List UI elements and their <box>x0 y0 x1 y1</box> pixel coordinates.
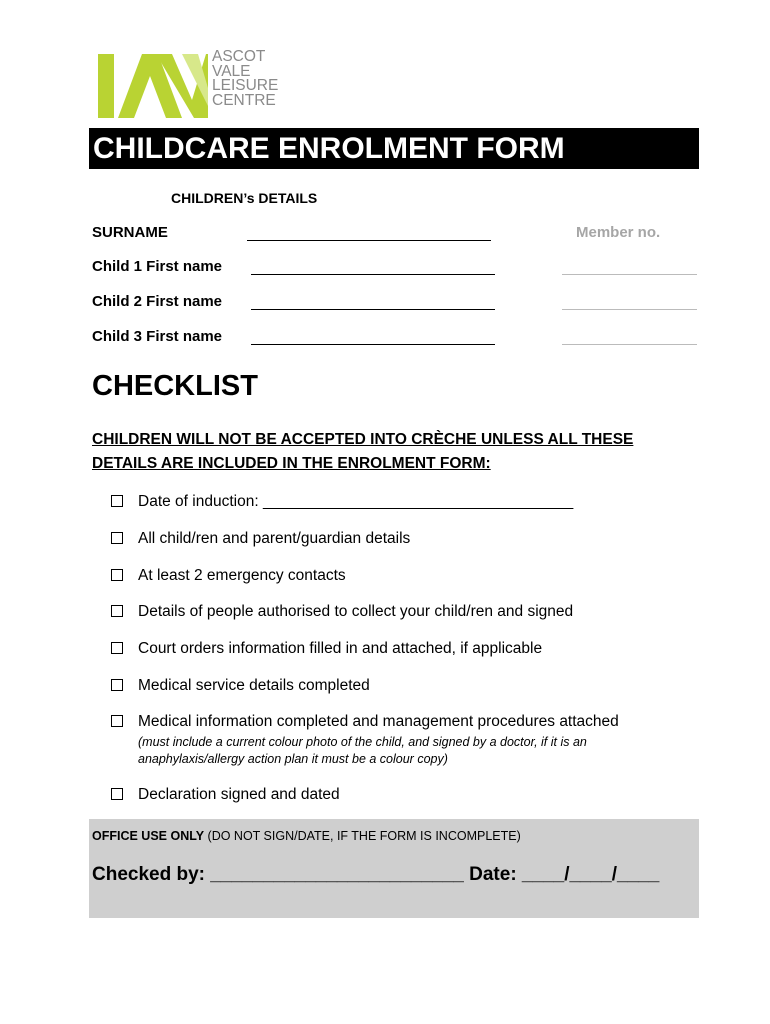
item-medical-service: Medical service details completed <box>138 677 370 694</box>
item-court-orders: Court orders information filled in and attached, if applicable <box>138 640 543 657</box>
child3-label: Child 3 First name <box>92 328 223 345</box>
child2-label: Child 2 First name <box>92 293 223 310</box>
checkbox-declaration[interactable] <box>111 788 123 800</box>
surname-field[interactable] <box>247 240 491 241</box>
item-medical-info: Medical information completed and management procedures attached <box>138 713 619 730</box>
item-parent-details: All child/ren and parent/guardian details <box>138 530 411 547</box>
child2-member-field[interactable] <box>562 309 697 310</box>
item-emergency-contacts: At least 2 emergency contacts <box>138 567 346 584</box>
checkbox-emergency-contacts[interactable] <box>111 569 123 581</box>
item-induction: Date of induction: ____________________________________ <box>138 493 574 510</box>
child2-name-field[interactable] <box>251 309 495 310</box>
child3-name-field[interactable] <box>251 344 495 345</box>
item-declaration: Declaration signed and dated <box>138 786 340 803</box>
member-no-label: Member no. <box>576 224 661 241</box>
checkbox-medical-service[interactable] <box>111 679 123 691</box>
checkbox-induction[interactable] <box>111 495 123 507</box>
surname-label: SURNAME <box>92 224 168 241</box>
checked-by-line: Checked by: ________________________ Date: ____/____/____ <box>92 864 660 885</box>
child1-member-field[interactable] <box>562 274 697 275</box>
checkbox-court-orders[interactable] <box>111 642 123 654</box>
item-authorised-people: Details of people authorised to collect your child/ren and signed <box>138 603 574 620</box>
child1-label: Child 1 First name <box>92 258 223 275</box>
office-use-label: OFFICE USE ONLY (DO NOT SIGN/DATE, IF THE FORM IS INCOMPLETE) <box>92 829 521 843</box>
checklist-title: CHECKLIST <box>92 370 258 402</box>
form-title: CHILDCARE ENROLMENT FORM <box>93 132 565 165</box>
medical-note: (must include a current colour photo of the child, and signed by a doctor, if it is an anaphylaxis/allergy action plan it must be a colour copy) <box>138 735 587 766</box>
checkbox-parent-details[interactable] <box>111 532 123 544</box>
child1-name-field[interactable] <box>251 274 495 275</box>
checkbox-authorised-people[interactable] <box>111 605 123 617</box>
child3-member-field[interactable] <box>562 344 697 345</box>
checkbox-medical-info[interactable] <box>111 715 123 727</box>
checklist-warning: CHILDREN WILL NOT BE ACCEPTED INTO CRÈCHE UNLESS ALL THESE DETAILS ARE INCLUDED IN THE ENROLMENT FORM: <box>92 431 634 472</box>
logo-wordmark: ASCOT VALE LEISURE CENTRE <box>212 48 279 109</box>
children-details-heading: CHILDREN’s DETAILS <box>171 190 318 206</box>
